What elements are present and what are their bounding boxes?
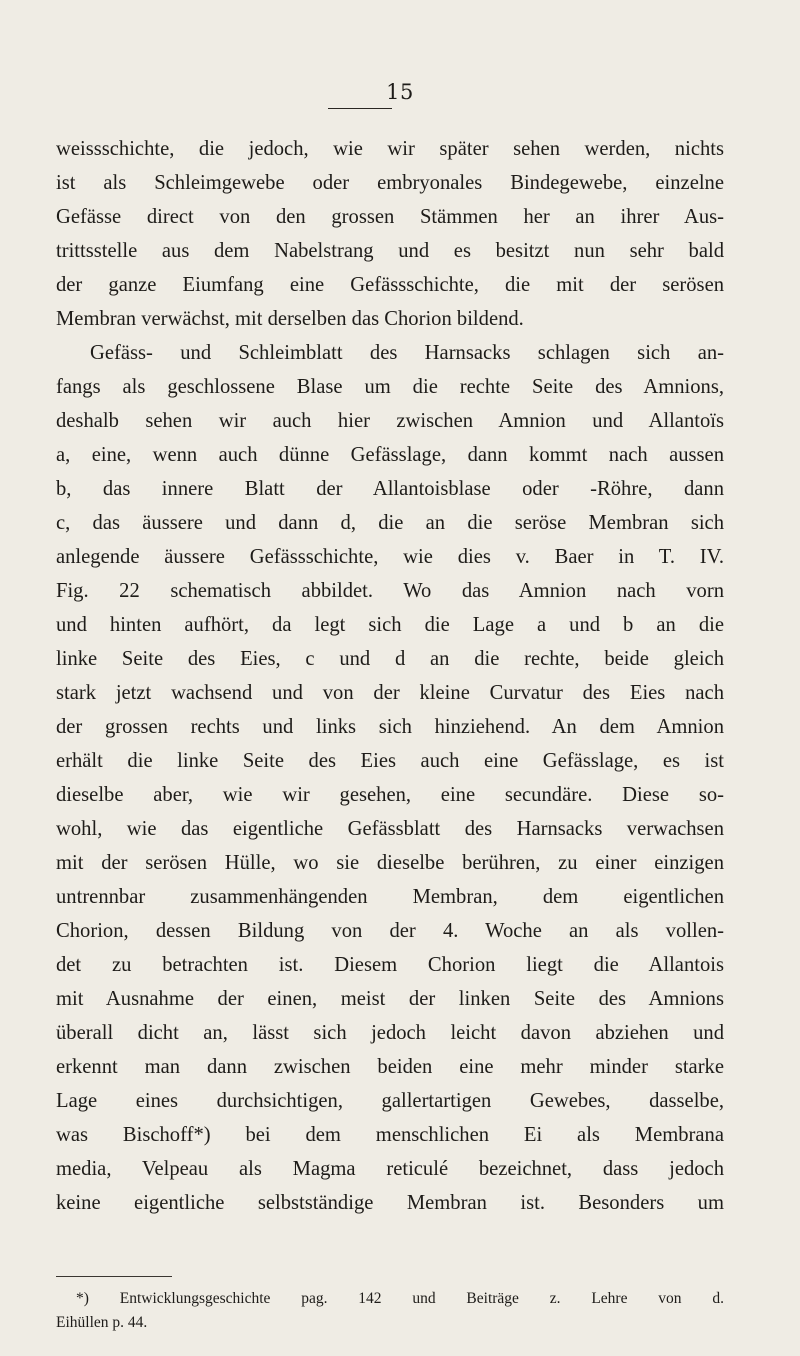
body-text: [56, 132, 724, 1220]
footnote: [56, 1287, 724, 1335]
text-line: Gefäss- und Schleimblatt des Harnsacks schlagen sich an-: [90, 342, 724, 364]
text-line: erhält die linke Seite des Eies auch eine Gefässlage, es ist: [56, 750, 724, 772]
text-line: media, Velpeau als Magma reticulé bezeichnet, dass jedoch: [56, 1158, 724, 1180]
text-line: Gefässe direct von den grossen Stämmen her an ihrer Aus-: [56, 206, 724, 228]
text-line: ist als Schleimgewebe oder embryonales Bindegewebe, einzelne: [56, 172, 724, 194]
text-line: mit der serösen Hülle, wo sie dieselbe berühren, zu einer einzigen: [56, 852, 724, 874]
text-line: stark jetzt wachsend und von der kleine Curvatur des Eies nach: [56, 682, 724, 704]
text-line: c, das äussere und dann d, die an die seröse Membran sich: [56, 512, 724, 534]
text-line: fangs als geschlossene Blase um die rechte Seite des Amnions,: [56, 376, 724, 398]
text-line: der ganze Eiumfang eine Gefässschichte, die mit der serösen: [56, 274, 724, 296]
text-line: dieselbe aber, wie wir gesehen, eine secundäre. Diese so-: [56, 784, 724, 806]
text-line: untrennbar zusammenhängenden Membran, dem eigentlichen: [56, 886, 724, 908]
text-line: weissschichte, die jedoch, wie wir später sehen werden, nichts: [56, 138, 724, 160]
text-line: was Bischoff*) bei dem menschlichen Ei als Membrana: [56, 1124, 724, 1146]
text-line: Lage eines durchsichtigen, gallertartigen Gewebes, dasselbe,: [56, 1090, 724, 1112]
text-line: Chorion, dessen Bildung von der 4. Woche an als vollen-: [56, 920, 724, 942]
text-line: und hinten aufhört, da legt sich die Lage a und b an die: [56, 614, 724, 636]
text-line: trittsstelle aus dem Nabelstrang und es besitzt nun sehr bald: [56, 240, 724, 262]
text-line: Membran verwächst, mit derselben das Chorion bildend.: [56, 308, 524, 330]
text-line: linke Seite des Eies, c und d an die rechte, beide gleich: [56, 648, 724, 670]
footnote-line: *) Entwicklungsgeschichte pag. 142 und Beiträge z. Lehre von d.: [76, 1290, 724, 1307]
text-line: wohl, wie das eigentliche Gefässblatt des Harnsacks verwachsen: [56, 818, 724, 840]
header-rule: [328, 108, 392, 109]
text-line: anlegende äussere Gefässschichte, wie dies v. Baer in T. IV.: [56, 546, 724, 568]
text-line: keine eigentliche selbstständige Membran ist. Besonders um: [56, 1192, 724, 1214]
text-line: Fig. 22 schematisch abbildet. Wo das Amnion nach vorn: [56, 580, 724, 602]
page-number: 15: [386, 80, 414, 104]
text-line: det zu betrachten ist. Diesem Chorion liegt die Allantois: [56, 954, 724, 976]
text-line: erkennt man dann zwischen beiden eine mehr minder starke: [56, 1056, 724, 1078]
text-line: der grossen rechts und links sich hinziehend. An dem Amnion: [56, 716, 724, 738]
text-line: b, das innere Blatt der Allantoisblase oder -Röhre, dann: [56, 478, 724, 500]
footnote-rule: [56, 1276, 172, 1277]
text-line: deshalb sehen wir auch hier zwischen Amnion und Allantoïs: [56, 410, 724, 432]
text-line: überall dicht an, lässt sich jedoch leicht davon abziehen und: [56, 1022, 724, 1044]
text-line: mit Ausnahme der einen, meist der linken Seite des Amnions: [56, 988, 724, 1010]
text-line: a, eine, wenn auch dünne Gefässlage, dann kommt nach aussen: [56, 444, 724, 466]
footnote-line: Eihüllen p. 44.: [56, 1314, 148, 1331]
